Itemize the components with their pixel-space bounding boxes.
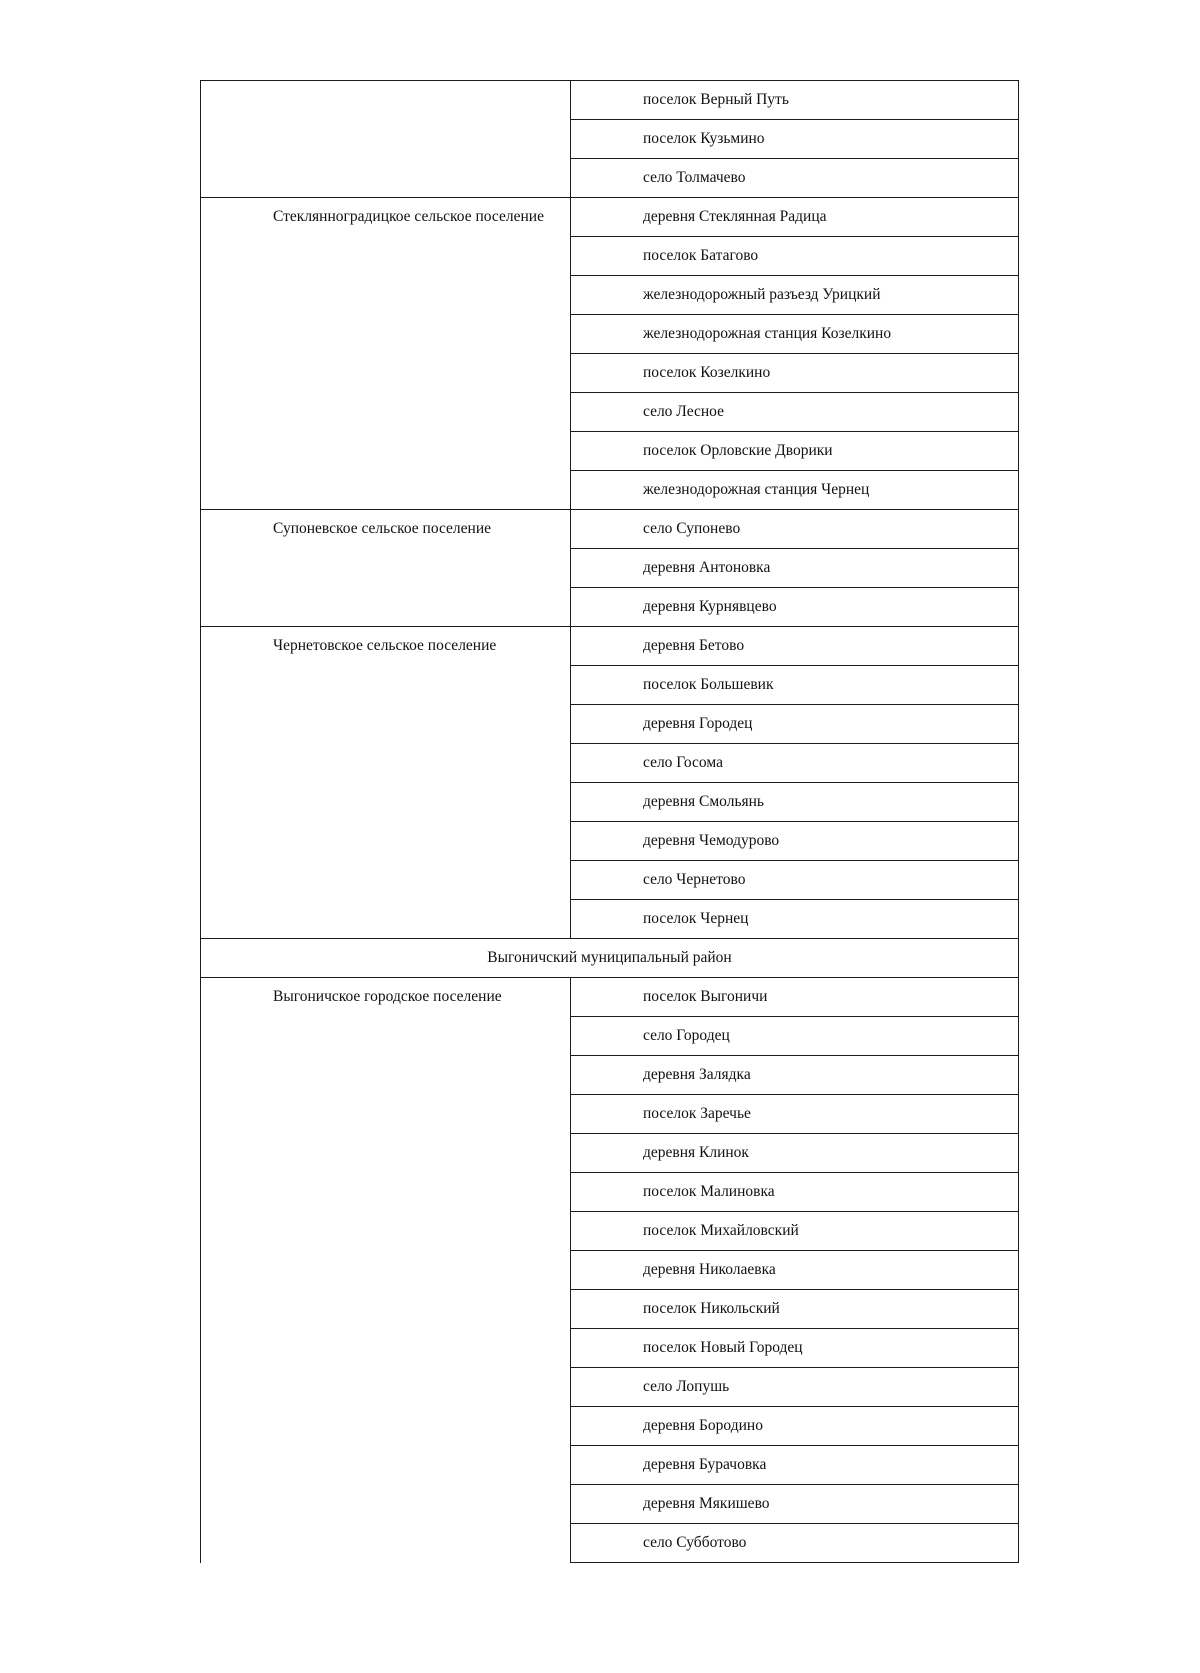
table-row: [201, 627, 1019, 666]
locality-cell: село Супонево: [571, 510, 1019, 549]
locality-cell: село Толмачево: [571, 159, 1019, 198]
locality-cell: деревня Залядка: [571, 1056, 1019, 1095]
locality-cell: село Госома: [571, 744, 1019, 783]
locality-cell: поселок Малиновка: [571, 1173, 1019, 1212]
locality-cell: поселок Чернец: [571, 900, 1019, 939]
district-title: Выгоничский муниципальный район: [201, 939, 1019, 978]
locality-cell: село Лопушь: [571, 1368, 1019, 1407]
locality-cell: деревня Клинок: [571, 1134, 1019, 1173]
table-row: [201, 81, 1019, 120]
locality-cell: железнодорожный разъезд Урицкий: [571, 276, 1019, 315]
locality-cell: поселок Батагово: [571, 237, 1019, 276]
locality-cell: поселок Никольский: [571, 1290, 1019, 1329]
locality-cell: железнодорожная станция Козелкино: [571, 315, 1019, 354]
locality-cell: поселок Выгоничи: [571, 978, 1019, 1017]
locality-cell: деревня Курнявцево: [571, 588, 1019, 627]
locality-cell: поселок Михайловский: [571, 1212, 1019, 1251]
settlement-name-cell: Чернетовское сельское поселение: [201, 627, 571, 939]
locality-cell: деревня Бетово: [571, 627, 1019, 666]
locality-cell: поселок Орловские Дворики: [571, 432, 1019, 471]
table-row: [201, 978, 1019, 1017]
locality-cell: село Чернетово: [571, 861, 1019, 900]
locality-cell: деревня Смольянь: [571, 783, 1019, 822]
settlements-table: [200, 80, 1019, 1563]
locality-cell: село Лесное: [571, 393, 1019, 432]
locality-cell: деревня Мякишево: [571, 1485, 1019, 1524]
district-row: [201, 939, 1019, 978]
locality-cell: деревня Бурачовка: [571, 1446, 1019, 1485]
locality-cell: село Субботово: [571, 1524, 1019, 1563]
table-row: [201, 198, 1019, 237]
locality-cell: село Городец: [571, 1017, 1019, 1056]
locality-cell: деревня Бородино: [571, 1407, 1019, 1446]
locality-cell: деревня Чемодурово: [571, 822, 1019, 861]
settlement-name-cell: Выгоничское городское поселение: [201, 978, 571, 1563]
locality-cell: железнодорожная станция Чернец: [571, 471, 1019, 510]
locality-cell: поселок Верный Путь: [571, 81, 1019, 120]
locality-cell: поселок Кузьмино: [571, 120, 1019, 159]
settlements-table-body: [201, 81, 1019, 1563]
locality-cell: деревня Николаевка: [571, 1251, 1019, 1290]
settlement-name-cell: [201, 81, 571, 198]
locality-cell: деревня Городец: [571, 705, 1019, 744]
settlement-name-cell: Супоневское сельское поселение: [201, 510, 571, 627]
locality-cell: деревня Стеклянная Радица: [571, 198, 1019, 237]
locality-cell: деревня Антоновка: [571, 549, 1019, 588]
locality-cell: поселок Большевик: [571, 666, 1019, 705]
locality-cell: поселок Новый Городец: [571, 1329, 1019, 1368]
table-row: [201, 510, 1019, 549]
locality-cell: поселок Козелкино: [571, 354, 1019, 393]
locality-cell: поселок Заречье: [571, 1095, 1019, 1134]
settlement-name-cell: Стеклянноградицкое сельское поселение: [201, 198, 571, 510]
